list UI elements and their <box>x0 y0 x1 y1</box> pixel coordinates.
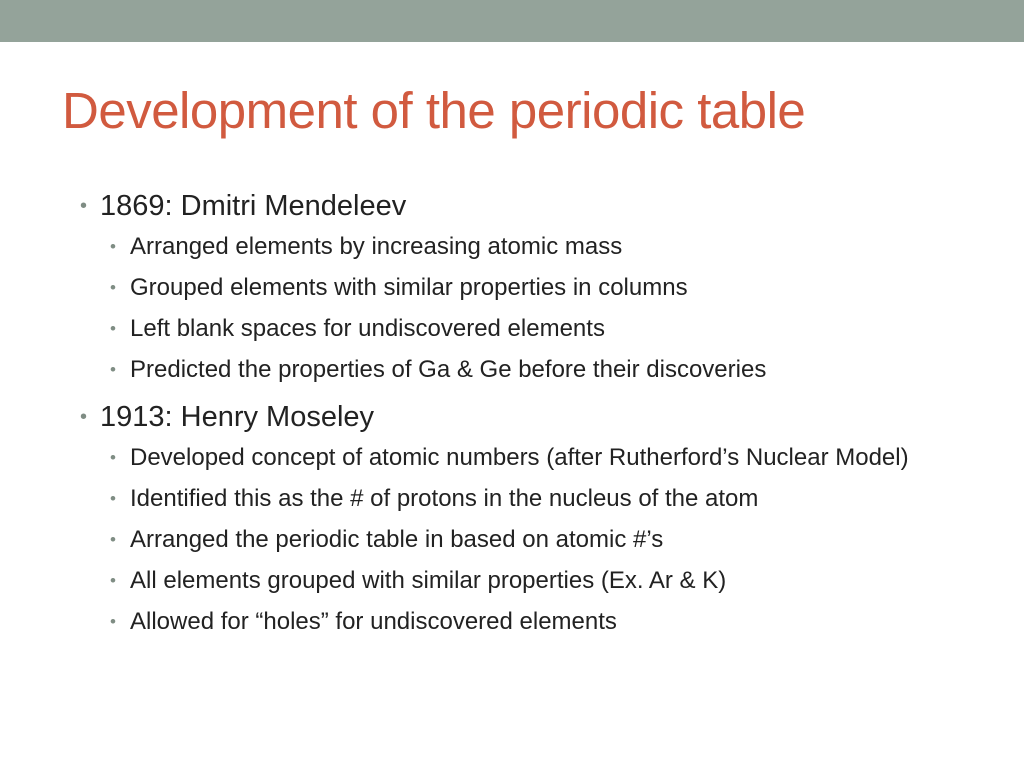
bullet-icon: • <box>110 319 116 338</box>
section-heading-mendeleev <box>80 188 980 224</box>
section-heading-moseley <box>80 399 980 435</box>
list-item-text: Developed concept of atomic numbers (after Rutherford’s Nuclear Model) <box>130 444 909 471</box>
list-item <box>80 232 980 262</box>
list-item <box>80 484 980 514</box>
list-item-text: Arranged the periodic table in based on atomic #’s <box>130 526 664 553</box>
list-item-text: Identified this as the # of protons in the nucleus of the atom <box>130 485 759 512</box>
bullet-icon: • <box>110 612 116 631</box>
list-item <box>80 355 980 385</box>
bullet-icon: • <box>110 489 116 508</box>
moseley-points <box>80 443 980 637</box>
bullet-icon: • <box>110 360 116 379</box>
list-item-text: Allowed for “holes” for undiscovered elements <box>130 608 617 635</box>
list-item-text: Left blank spaces for undiscovered elements <box>130 315 605 342</box>
slide-title: Development of the periodic table <box>62 82 806 139</box>
list-item <box>80 314 980 344</box>
bullet-icon: • <box>110 278 116 297</box>
section-heading-text: 1913: Henry Moseley <box>100 401 375 433</box>
mendeleev-points <box>80 232 980 385</box>
list-item-text: Predicted the properties of Ga & Ge before their discoveries <box>130 356 767 383</box>
bullet-icon: • <box>80 195 88 217</box>
bullet-icon: • <box>110 571 116 590</box>
bullet-icon: • <box>110 530 116 549</box>
list-item-text: All elements grouped with similar properties (Ex. Ar & K) <box>130 567 727 594</box>
list-item <box>80 273 980 303</box>
bullet-icon: • <box>110 237 116 256</box>
slide-content <box>80 188 980 651</box>
bullet-icon: • <box>110 448 116 467</box>
list-item <box>80 566 980 596</box>
list-item-text: Grouped elements with similar properties in columns <box>130 274 688 301</box>
list-item <box>80 607 980 637</box>
top-accent-band <box>0 0 1024 42</box>
list-item <box>80 443 980 473</box>
list-item <box>80 525 980 555</box>
list-item-text: Arranged elements by increasing atomic mass <box>130 233 623 260</box>
section-heading-text: 1869: Dmitri Mendeleev <box>100 190 407 222</box>
bullet-icon: • <box>80 406 88 428</box>
